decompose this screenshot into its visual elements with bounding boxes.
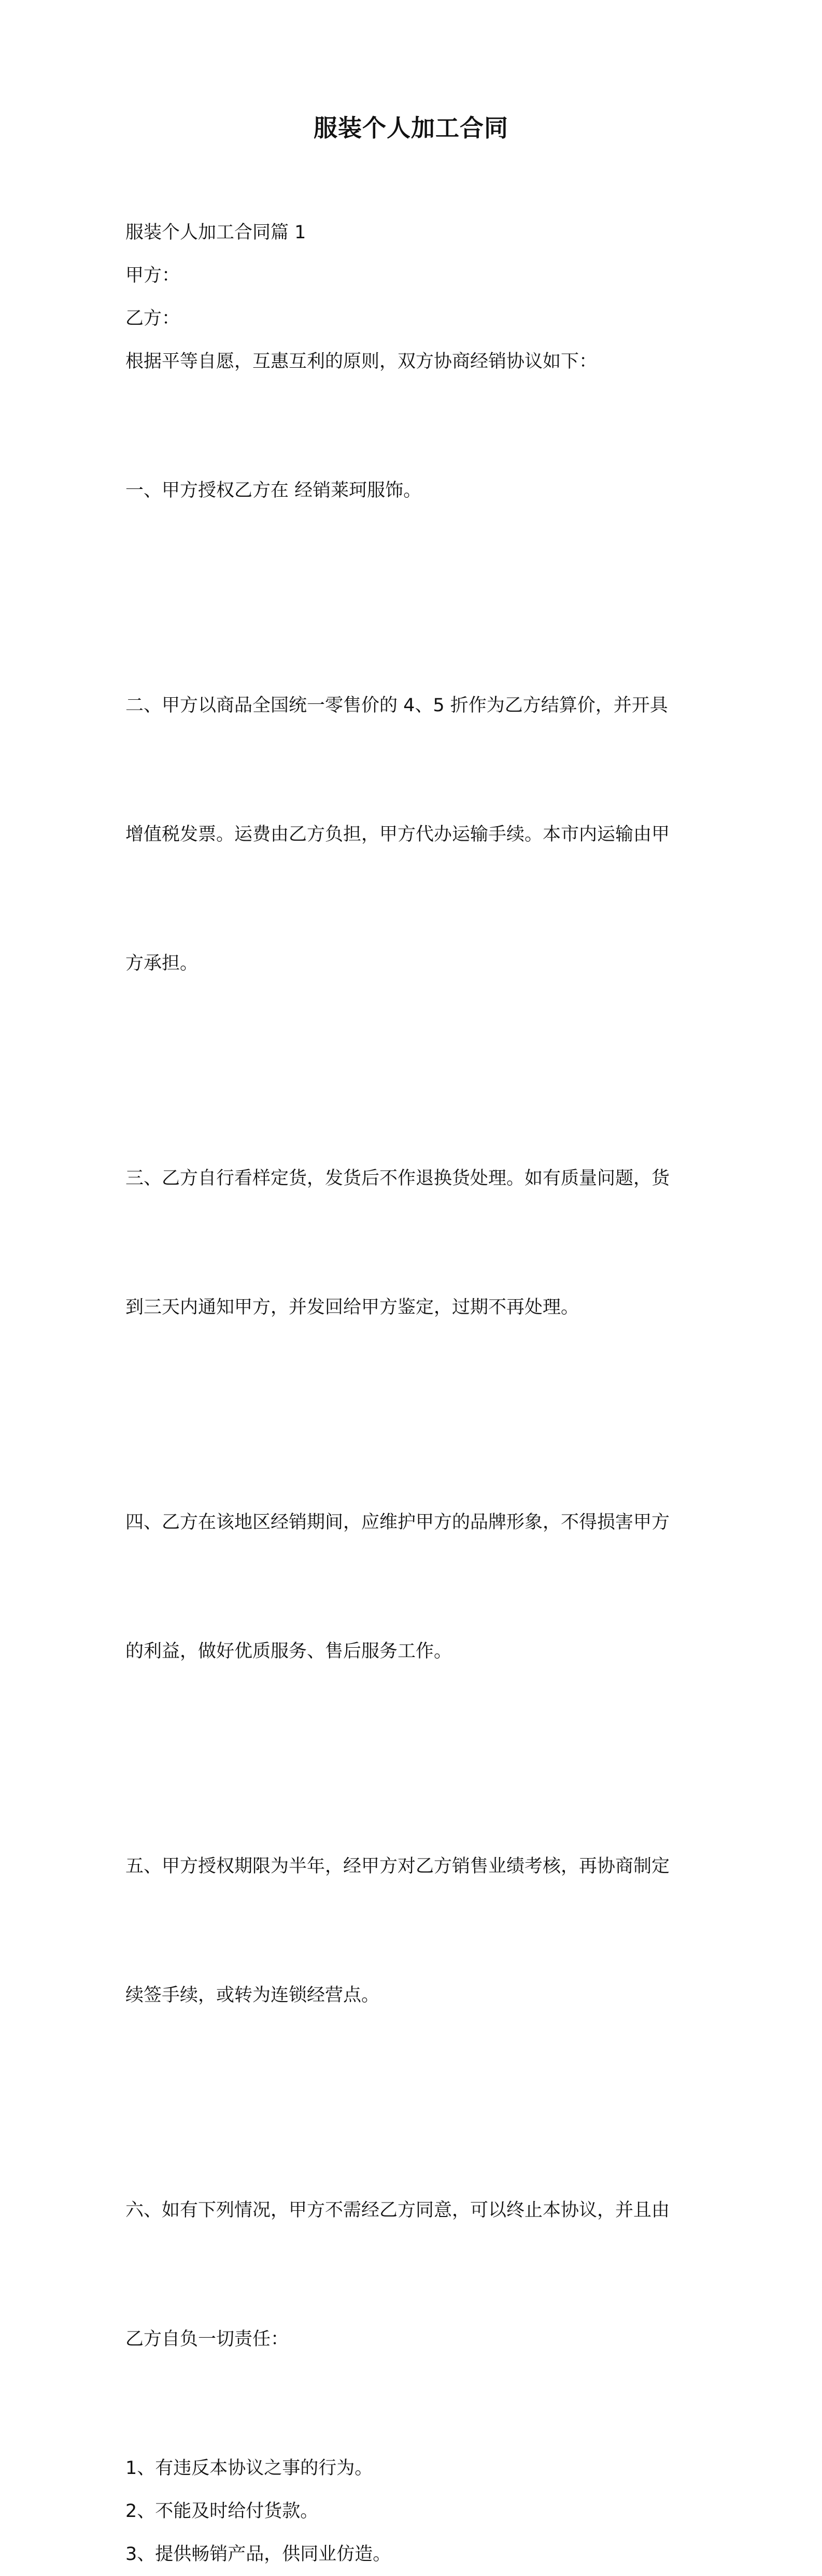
clause-2-line: 增值税发票。运费由乙方负担，甲方代办运输手续。本市内运输由甲 [125, 824, 670, 845]
list-item: 3、提供畅销产品，供同业仿造。 [125, 2544, 391, 2565]
clause-2-line: 二、甲方以商品全国统一零售价的 4、5 折作为乙方结算价，并开具 [125, 695, 668, 716]
intro-paragraph: 根据平等自愿，互惠互利的原则，双方协商经销协议如下： [125, 351, 598, 372]
clause-2 [125, 598, 706, 1071]
party-a-label: 甲方： [125, 265, 180, 286]
party-b-label: 乙方： [125, 308, 180, 329]
clause-6 [125, 2103, 706, 2447]
clause-5-line: 五、甲方授权期限为半年，经甲方对乙方销售业绩考核，再协商制定 [125, 1856, 670, 1877]
clause-4 [125, 1415, 706, 1759]
list-item: 2、不能及时给付货款。 [125, 2501, 319, 2522]
clause-5 [125, 1759, 706, 2103]
clause-6-line: 六、如有下列情况，甲方不需经乙方同意，可以终止本协议，并且由 [125, 2200, 670, 2221]
section-heading: 服装个人加工合同篇 1 [125, 222, 306, 243]
list-item: 1、有违反本协议之事的行为。 [125, 2458, 373, 2479]
document-title: 服装个人加工合同 [314, 114, 508, 142]
clause-4-line: 的利益，做好优质服务、售后服务工作。 [125, 1641, 452, 1662]
clause-1 [125, 383, 706, 598]
clause-2-line: 方承担。 [125, 953, 199, 974]
clause-4-line: 四、乙方在该地区经销期间，应维护甲方的品牌形象，不得损害甲方 [125, 1512, 670, 1533]
document-body [125, 211, 706, 2576]
clause-5-line: 续签手续，或转为连锁经营点。 [125, 1985, 380, 2006]
clause-6-line: 乙方自负一切责任： [125, 2329, 289, 2350]
clause-3 [125, 1071, 706, 1415]
clause-3-line: 三、乙方自行看样定货，发货后不作退换货处理。如有质量问题，货 [125, 1168, 670, 1189]
clause-3-line: 到三天内通知甲方，并发回给甲方鉴定，过期不再处理。 [125, 1297, 579, 1318]
clause-1-line: 一、甲方授权乙方在 经销莱珂服饰。 [125, 480, 422, 501]
